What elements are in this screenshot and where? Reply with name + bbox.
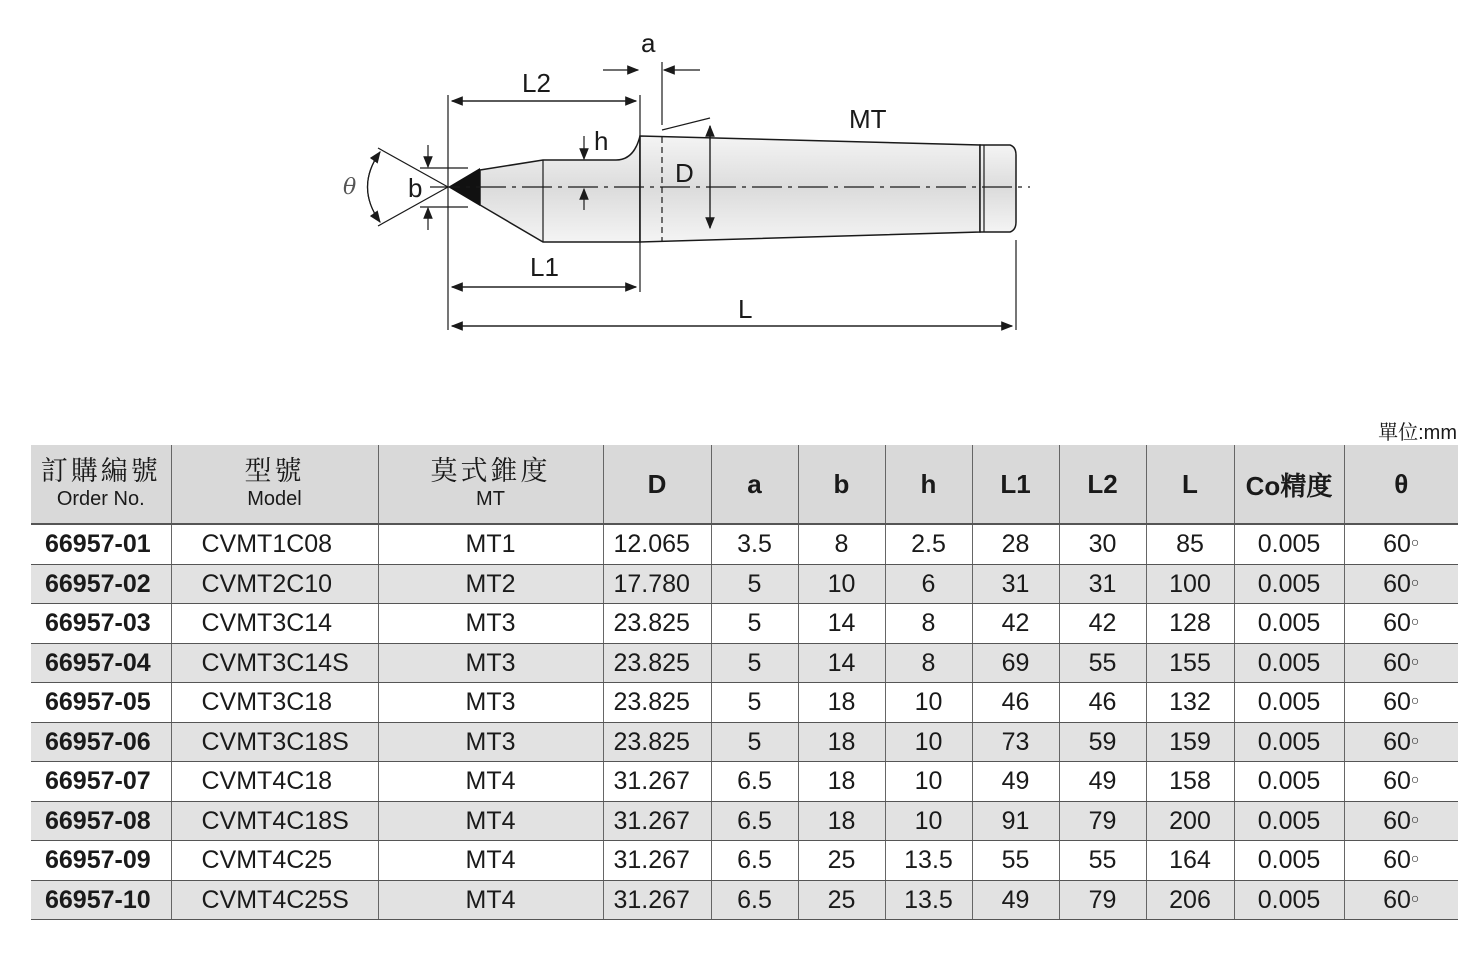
table-row xyxy=(31,643,1458,683)
table-header-row xyxy=(31,445,1458,524)
header-order xyxy=(31,445,171,524)
cell-theta: 60○ xyxy=(1344,683,1458,723)
cell-model: CVMT4C25 xyxy=(171,841,378,881)
header-theta: θ xyxy=(1344,445,1458,524)
cell-L1: 49 xyxy=(972,880,1059,920)
table-row xyxy=(31,524,1458,564)
cell-h: 10 xyxy=(885,722,972,762)
cell-theta: 60○ xyxy=(1344,880,1458,920)
unit-label: 單位:mm xyxy=(1378,422,1457,444)
cell-L2: 46 xyxy=(1059,683,1146,723)
cell-mt: MT2 xyxy=(378,564,603,604)
degree-icon: ○ xyxy=(1410,889,1420,906)
table-row xyxy=(31,683,1458,723)
tool-diagram xyxy=(0,0,1477,400)
cell-a: 5 xyxy=(711,683,798,723)
cell-L: 164 xyxy=(1146,841,1234,881)
cell-theta: 60○ xyxy=(1344,524,1458,564)
cell-order: 66957-09 xyxy=(31,841,171,881)
cell-order: 66957-08 xyxy=(31,801,171,841)
cell-order: 66957-02 xyxy=(31,564,171,604)
cell-L1: 49 xyxy=(972,762,1059,802)
cell-order: 66957-10 xyxy=(31,880,171,920)
cell-L2: 42 xyxy=(1059,604,1146,644)
header-model-zh: 型號 xyxy=(244,456,305,487)
degree-icon: ○ xyxy=(1410,652,1420,669)
cell-L: 100 xyxy=(1146,564,1234,604)
cell-co: 0.005 xyxy=(1234,841,1344,881)
header-L1: L1 xyxy=(972,445,1059,524)
cell-theta: 60○ xyxy=(1344,841,1458,881)
cell-co: 0.005 xyxy=(1234,722,1344,762)
degree-icon: ○ xyxy=(1410,692,1420,709)
cell-D: 31.267 xyxy=(603,841,711,881)
header-model xyxy=(171,445,378,524)
table-row xyxy=(31,722,1458,762)
cell-a: 6.5 xyxy=(711,880,798,920)
table-row xyxy=(31,841,1458,881)
cell-theta: 60○ xyxy=(1344,801,1458,841)
label-a: a xyxy=(641,28,656,58)
cell-theta: 60○ xyxy=(1344,564,1458,604)
cell-order: 66957-05 xyxy=(31,683,171,723)
table-row xyxy=(31,604,1458,644)
cell-h: 10 xyxy=(885,683,972,723)
cell-D: 31.267 xyxy=(603,880,711,920)
cell-mt: MT3 xyxy=(378,683,603,723)
header-mt-en: MT xyxy=(476,488,505,510)
cell-model: CVMT2C10 xyxy=(171,564,378,604)
cell-L: 85 xyxy=(1146,524,1234,564)
cell-L1: 55 xyxy=(972,841,1059,881)
cell-a: 6.5 xyxy=(711,841,798,881)
cell-L: 200 xyxy=(1146,801,1234,841)
cell-L1: 73 xyxy=(972,722,1059,762)
cell-D: 12.065 xyxy=(603,524,711,564)
cell-co: 0.005 xyxy=(1234,683,1344,723)
label-theta: θ xyxy=(343,175,357,200)
cell-a: 5 xyxy=(711,564,798,604)
cell-D: 23.825 xyxy=(603,722,711,762)
cell-b: 14 xyxy=(798,604,885,644)
header-L: L xyxy=(1146,445,1234,524)
cell-L: 132 xyxy=(1146,683,1234,723)
cell-model: CVMT3C18 xyxy=(171,683,378,723)
cell-L1: 28 xyxy=(972,524,1059,564)
table-row xyxy=(31,880,1458,920)
cell-b: 25 xyxy=(798,841,885,881)
header-model-en: Model xyxy=(247,488,302,510)
cell-model: CVMT1C08 xyxy=(171,524,378,564)
cell-L1: 42 xyxy=(972,604,1059,644)
label-h: h xyxy=(594,126,609,156)
cell-mt: MT1 xyxy=(378,524,603,564)
header-L2: L2 xyxy=(1059,445,1146,524)
degree-icon: ○ xyxy=(1410,613,1420,630)
cell-model: CVMT3C14 xyxy=(171,604,378,644)
cell-a: 5 xyxy=(711,643,798,683)
cell-order: 66957-01 xyxy=(31,524,171,564)
cell-D: 23.825 xyxy=(603,604,711,644)
header-b: b xyxy=(798,445,885,524)
cell-h: 2.5 xyxy=(885,524,972,564)
label-D: D xyxy=(675,158,694,188)
cell-L: 155 xyxy=(1146,643,1234,683)
header-a: a xyxy=(711,445,798,524)
degree-icon: ○ xyxy=(1410,534,1420,551)
cell-theta: 60○ xyxy=(1344,722,1458,762)
cell-L: 158 xyxy=(1146,762,1234,802)
cell-b: 18 xyxy=(798,683,885,723)
cell-h: 13.5 xyxy=(885,841,972,881)
cell-order: 66957-06 xyxy=(31,722,171,762)
cell-model: CVMT4C18S xyxy=(171,801,378,841)
cell-a: 5 xyxy=(711,722,798,762)
cell-mt: MT4 xyxy=(378,841,603,881)
cell-b: 8 xyxy=(798,524,885,564)
cell-theta: 60○ xyxy=(1344,604,1458,644)
degree-icon: ○ xyxy=(1410,850,1420,867)
degree-icon: ○ xyxy=(1410,771,1420,788)
cell-L2: 79 xyxy=(1059,880,1146,920)
cell-L: 128 xyxy=(1146,604,1234,644)
degree-icon: ○ xyxy=(1410,573,1420,590)
cell-model: CVMT3C18S xyxy=(171,722,378,762)
cell-model: CVMT4C18 xyxy=(171,762,378,802)
cell-h: 10 xyxy=(885,801,972,841)
cell-mt: MT3 xyxy=(378,643,603,683)
cell-L1: 69 xyxy=(972,643,1059,683)
cell-L: 206 xyxy=(1146,880,1234,920)
cell-b: 18 xyxy=(798,801,885,841)
cell-mt: MT4 xyxy=(378,801,603,841)
cell-mt: MT4 xyxy=(378,880,603,920)
cell-co: 0.005 xyxy=(1234,643,1344,683)
degree-icon: ○ xyxy=(1410,810,1420,827)
cell-h: 8 xyxy=(885,604,972,644)
cell-mt: MT3 xyxy=(378,604,603,644)
cell-a: 6.5 xyxy=(711,801,798,841)
cell-L2: 31 xyxy=(1059,564,1146,604)
cell-D: 31.267 xyxy=(603,762,711,802)
tool-body xyxy=(480,136,1016,242)
cell-D: 17.780 xyxy=(603,564,711,604)
cell-co: 0.005 xyxy=(1234,604,1344,644)
cell-L1: 91 xyxy=(972,801,1059,841)
cell-D: 31.267 xyxy=(603,801,711,841)
cell-theta: 60○ xyxy=(1344,643,1458,683)
cell-order: 66957-04 xyxy=(31,643,171,683)
cell-a: 6.5 xyxy=(711,762,798,802)
cell-order: 66957-03 xyxy=(31,604,171,644)
label-MT: MT xyxy=(849,104,887,134)
cell-L2: 79 xyxy=(1059,801,1146,841)
cell-model: CVMT4C25S xyxy=(171,880,378,920)
cell-co: 0.005 xyxy=(1234,762,1344,802)
cell-D: 23.825 xyxy=(603,683,711,723)
spec-table xyxy=(31,445,1458,920)
cell-h: 6 xyxy=(885,564,972,604)
table-row xyxy=(31,762,1458,802)
table-row xyxy=(31,801,1458,841)
cell-co: 0.005 xyxy=(1234,564,1344,604)
cell-L: 159 xyxy=(1146,722,1234,762)
cell-L2: 59 xyxy=(1059,722,1146,762)
header-mt xyxy=(378,445,603,524)
cell-L2: 30 xyxy=(1059,524,1146,564)
cell-D: 23.825 xyxy=(603,643,711,683)
cell-b: 25 xyxy=(798,880,885,920)
cell-co: 0.005 xyxy=(1234,880,1344,920)
header-mt-zh: 莫式錐度 xyxy=(430,456,551,487)
cell-a: 5 xyxy=(711,604,798,644)
cell-b: 10 xyxy=(798,564,885,604)
cell-L2: 55 xyxy=(1059,643,1146,683)
cell-h: 10 xyxy=(885,762,972,802)
cell-b: 18 xyxy=(798,762,885,802)
cell-model: CVMT3C14S xyxy=(171,643,378,683)
cell-co: 0.005 xyxy=(1234,524,1344,564)
header-co: Co精度 xyxy=(1234,445,1344,524)
cell-h: 8 xyxy=(885,643,972,683)
cell-L2: 49 xyxy=(1059,762,1146,802)
header-order-en: Order No. xyxy=(56,488,145,510)
table-row xyxy=(31,564,1458,604)
cell-order: 66957-07 xyxy=(31,762,171,802)
header-D: D xyxy=(603,445,711,524)
cell-mt: MT4 xyxy=(378,762,603,802)
cell-L1: 31 xyxy=(972,564,1059,604)
cell-L2: 55 xyxy=(1059,841,1146,881)
cell-theta: 60○ xyxy=(1344,762,1458,802)
cell-co: 0.005 xyxy=(1234,801,1344,841)
cell-L1: 46 xyxy=(972,683,1059,723)
cell-mt: MT3 xyxy=(378,722,603,762)
label-b: b xyxy=(408,173,423,203)
cell-h: 13.5 xyxy=(885,880,972,920)
cell-b: 14 xyxy=(798,643,885,683)
degree-icon: ○ xyxy=(1410,731,1420,748)
cell-a: 3.5 xyxy=(711,524,798,564)
header-order-zh: 訂購編號 xyxy=(40,456,161,487)
label-L2: L2 xyxy=(522,68,551,98)
header-h: h xyxy=(885,445,972,524)
label-L1: L1 xyxy=(530,252,559,282)
label-L: L xyxy=(738,294,753,324)
cell-b: 18 xyxy=(798,722,885,762)
